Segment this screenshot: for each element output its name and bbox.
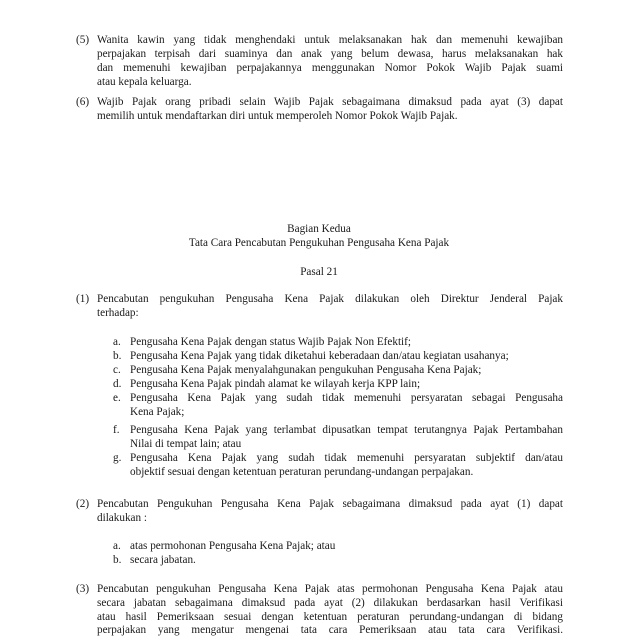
list-item-cont: Kena Pajak; <box>130 406 185 418</box>
list-letter: a. <box>113 336 121 348</box>
list-item: Pengusaha Kena Pajak dengan status Wajib Pajak Non Efektif; <box>130 336 411 348</box>
item-number: (2) <box>76 498 90 510</box>
text-line: memilih untuk mendaftarkan diri untuk memperoleh Nomor Pokok Wajib Pajak. <box>97 110 458 122</box>
item-number: (1) <box>76 293 90 305</box>
list-item: secara jabatan. <box>130 554 196 566</box>
text-line: secara jabatan sebagaimana dimaksud pada ayat (2) dilakukan berdasarkan hasil Verifikasi <box>97 597 563 609</box>
list-item: Pengusaha Kena Pajak pindah alamat ke wilayah kerja KPP lain; <box>130 378 421 390</box>
list-letter: f. <box>113 424 120 436</box>
text-line: Pencabutan pengukuhan Pengusaha Kena Pajak atas permohonan Pengusaha Kena Pajak atau <box>97 583 563 595</box>
list-item: Pengusaha Kena Pajak yang sudah tidak memenuhi persyaratan sebagai Pengusaha <box>130 392 563 404</box>
section-title: Tata Cara Pencabutan Pengukuhan Pengusaha Kena Pajak <box>188 237 450 249</box>
text-line: Wajib Pajak orang pribadi selain Wajib Pajak sebagaimana dimaksud pada ayat (3) dapat <box>97 96 563 108</box>
list-item: Pengusaha Kena Pajak yang terlambat dipusatkan tempat terutangnya Pajak Pertambahan <box>130 424 563 436</box>
list-letter: c. <box>113 364 121 376</box>
list-letter: d. <box>113 378 122 390</box>
text-line: Pencabutan Pengukuhan Pengusaha Kena Pajak sebagaimana dimaksud pada ayat (1) dapat <box>97 498 563 510</box>
list-item: Pengusaha Kena Pajak menyalahgunakan pengukuhan Pengusaha Kena Pajak; <box>130 364 482 376</box>
list-letter: g. <box>113 452 122 464</box>
text-line: perpajakan terpisah dari suaminya dan anak yang belum dewasa, harus melaksanakan hak <box>97 48 563 60</box>
item-number: (6) <box>76 96 90 108</box>
section-label: Bagian Kedua <box>287 223 351 235</box>
pasal-heading: Pasal 21 <box>300 266 338 278</box>
list-item: Pengusaha Kena Pajak yang tidak diketahui keberadaan dan/atau kegiatan usahanya; <box>130 350 509 362</box>
item-number: (5) <box>76 34 90 46</box>
text-line: perpajakan yang mengatur mengenai tata cara Pemeriksaan atau tata cara Verifikasi. <box>97 624 563 636</box>
text-line: atau hasil Pemeriksaan sesuai dengan ketentuan peraturan perundang-undangan di bidang <box>97 611 563 623</box>
list-item-cont: Nilai di tempat lain; atau <box>130 438 242 450</box>
text-line: atau kepala keluarga. <box>97 76 192 88</box>
item-number: (3) <box>76 583 90 595</box>
list-item: atas permohonan Pengusaha Kena Pajak; atau <box>130 540 336 552</box>
text-line: terhadap: <box>97 307 139 319</box>
list-letter: e. <box>113 392 121 404</box>
list-letter: b. <box>113 554 122 566</box>
list-item-cont: objektif sesuai dengan ketentuan peraturan perundang-undangan perpajakan. <box>130 466 474 478</box>
text-line: Wanita kawin yang tidak menghendaki untuk melaksanakan hak dan memenuhi kewajiban <box>97 34 563 46</box>
list-letter: a. <box>113 540 121 552</box>
text-line: dan memenuhi kewajiban perpajakannya menggunakan Nomor Pokok Wajib Pajak suami <box>97 62 563 74</box>
text-line: dilakukan : <box>97 512 148 524</box>
text-line: Pencabutan pengukuhan Pengusaha Kena Pajak dilakukan oleh Direktur Jenderal Pajak <box>97 293 563 305</box>
list-letter: b. <box>113 350 122 362</box>
list-item: Pengusaha Kena Pajak yang sudah tidak memenuhi persyaratan subjektif dan/atau <box>130 452 563 464</box>
